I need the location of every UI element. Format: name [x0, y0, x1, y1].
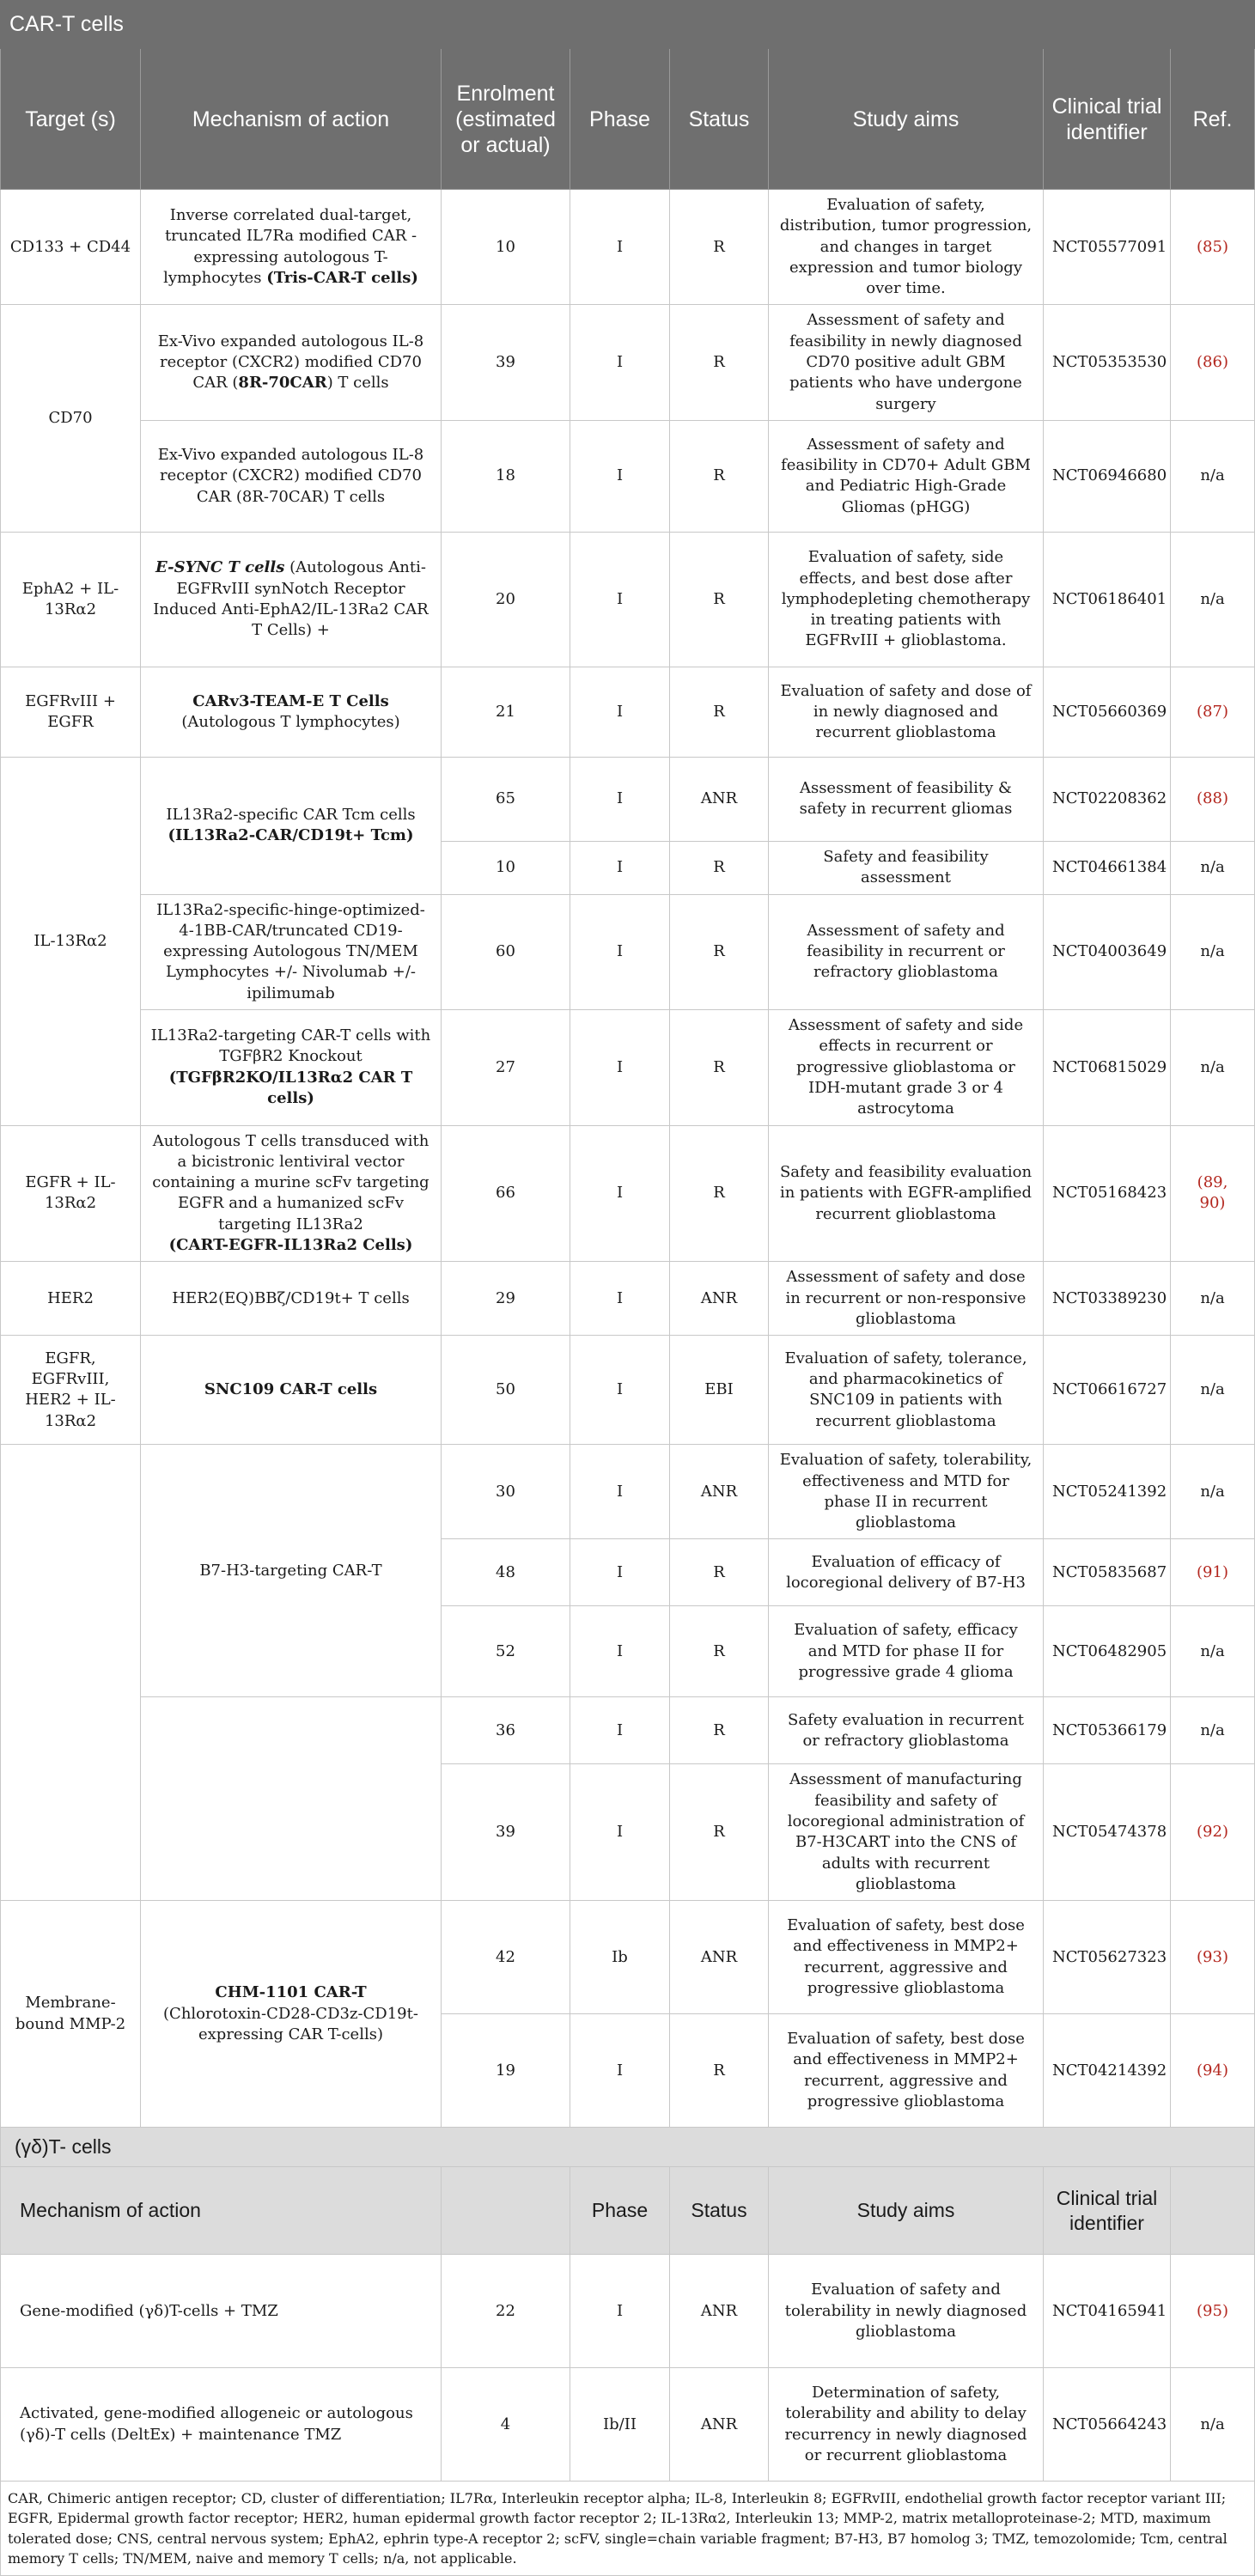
ref-cell: n/a: [1171, 2368, 1255, 2482]
nct-cell: NCT06815029: [1044, 1010, 1171, 1125]
mechanism-cell: [141, 305, 442, 420]
mechanism-cell: Activated, gene-modified allogeneic or autologous (γδ)-T cells (DeltEx) + maintenance TMZ: [1, 2368, 442, 2482]
enrolment-cell: 66: [442, 1125, 570, 1262]
status-cell: R: [670, 667, 769, 757]
aims-cell: Safety evaluation in recurrent or refractory glioblastoma: [769, 1697, 1044, 1764]
header-mechanism: Mechanism of action: [141, 49, 442, 190]
target-cell: EGFRvIII + EGFR: [1, 667, 141, 757]
section-title: (γδ)T- cells: [1, 2128, 1255, 2167]
phase-cell: I: [570, 757, 670, 841]
status-cell: R: [670, 1539, 769, 1606]
nct-cell: NCT05366179: [1044, 1697, 1171, 1764]
nct-cell: NCT05627323: [1044, 1901, 1171, 2014]
table-row: [1, 305, 1255, 420]
nct-cell: NCT05664243: [1044, 2368, 1171, 2482]
phase-cell: I: [570, 190, 670, 305]
mechanism-product: E-SYNC T cells: [155, 558, 285, 577]
enrolment-cell: 21: [442, 667, 570, 757]
nct-cell: NCT04661384: [1044, 841, 1171, 894]
mechanism-text: IL13Ra2-targeting CAR-T cells with TGFβR2 Knockout: [150, 1026, 431, 1066]
ref-link[interactable]: (91): [1171, 1539, 1255, 1606]
ref-cell: n/a: [1171, 1697, 1255, 1764]
aims-cell: Evaluation of safety, best dose and effectiveness in MMP2+ recurrent, aggressive and progressive glioblastoma: [769, 2014, 1044, 2128]
target-cell: EGFR, EGFRvIII, HER2 + IL-13Rα2: [1, 1336, 141, 1445]
mechanism-text: (Autologous T lymphocytes): [181, 712, 400, 731]
mechanism-cell: SNC109 CAR-T cells: [141, 1336, 442, 1445]
table-row: [1, 1010, 1255, 1125]
phase-cell: I: [570, 1697, 670, 1764]
ref-link[interactable]: 90): [1199, 1194, 1226, 1213]
aims-cell: Evaluation of safety and tolerability in newly diagnosed glioblastoma: [769, 2255, 1044, 2368]
enrolment-cell: 65: [442, 757, 570, 841]
mechanism-product: 8R-70CAR: [238, 374, 327, 393]
nct-cell: NCT06946680: [1044, 420, 1171, 532]
mechanism-text: (Autologous Anti-EGFRvIII synNotch Receptor Induced Anti-EphA2/IL-13Ra2 CAR T Cells) +: [153, 558, 429, 640]
mechanism-product: (TGFβR2KO/IL13Rα2 CAR T cells): [168, 1068, 413, 1108]
status-cell: R: [670, 1606, 769, 1697]
header-status: Status: [670, 49, 769, 190]
aims-cell: Evaluation of safety, best dose and effectiveness in MMP2+ recurrent, aggressive and progressive glioblastoma: [769, 1901, 1044, 2014]
phase-cell: I: [570, 2014, 670, 2128]
table-row: [1, 757, 1255, 841]
phase-cell: I: [570, 1262, 670, 1336]
status-cell: R: [670, 1125, 769, 1262]
enrolment-cell: 36: [442, 1697, 570, 1764]
header-row: [1, 49, 1255, 190]
target-cell: Membrane-bound MMP-2: [1, 1901, 141, 2128]
enrolment-cell: 18: [442, 420, 570, 532]
enrolment-cell: 29: [442, 1262, 570, 1336]
nct-cell: NCT05168423: [1044, 1125, 1171, 1262]
nct-cell: NCT02208362: [1044, 757, 1171, 841]
enrolment-cell: 4: [442, 2368, 570, 2482]
phase-cell: I: [570, 1010, 670, 1125]
mechanism-text: IL13Ra2-specific CAR Tcm cells: [166, 805, 416, 824]
mechanism-text: Autologous T cells transduced with a bicistronic lentiviral vector containing a murine scFv targeting EGFR and a humanized scFv targeting IL13Ra2: [152, 1131, 430, 1233]
mechanism-cell: IL13Ra2-specific-hinge-optimized-4-1BB-CAR/truncated CD19-expressing Autologous TN/MEM Lymphocytes +/- Nivolumab +/- ipilimumab: [141, 894, 442, 1009]
phase-cell: I: [570, 841, 670, 894]
status-cell: R: [670, 532, 769, 667]
table-row: [1, 532, 1255, 667]
header-nct: Clinical trial identifier: [1044, 2167, 1171, 2255]
status-cell: ANR: [670, 2368, 769, 2482]
mechanism-product: (Tris-CAR-T cells): [266, 269, 418, 288]
header-ref: Ref.: [1171, 49, 1255, 190]
mechanism-cell: HER2(EQ)BBζ/CD19t+ T cells: [141, 1262, 442, 1336]
header-phase: Phase: [570, 49, 670, 190]
enrolment-cell: 27: [442, 1010, 570, 1125]
nct-cell: NCT04165941: [1044, 2255, 1171, 2368]
aims-cell: Evaluation of efficacy of locoregional delivery of B7-H3: [769, 1539, 1044, 1606]
ref-link[interactable]: (95): [1171, 2255, 1255, 2368]
status-cell: R: [670, 1697, 769, 1764]
footnote: CAR, Chimeric antigen receptor; CD, cluster of differentiation; IL7Rα, Interleukin receptor alpha; IL-8, Interleukin 8; EGFRvIII, endothelial growth factor receptor variant III; EGFR, Epidermal growth factor receptor; HER2, human epidermal growth factor receptor 2; IL-13Rα2, Interleukin 13; MMP-2, matrix metalloproteinase-2; MTD, maximum tolerated dose; CNS, central nervous system; EphA2, ephrin type-A receptor 2; scFV, single=chain variable fragment; B7-H3, B7 homolog 3; TMZ, temozolomide; Tcm, central memory T cells; TN/MEM, naive and memory T cells; n/a, not applicable.: [1, 2482, 1255, 2576]
nct-cell: NCT05241392: [1044, 1445, 1171, 1539]
aims-cell: Evaluation of safety, tolerability, effectiveness and MTD for phase II in recurrent glioblastoma: [769, 1445, 1044, 1539]
header-phase: Phase: [570, 2167, 670, 2255]
ref-cell: n/a: [1171, 1445, 1255, 1539]
nct-cell: NCT05835687: [1044, 1539, 1171, 1606]
aims-cell: Assessment of safety and dose in recurrent or non-responsive glioblastoma: [769, 1262, 1044, 1336]
mechanism-cell: Ex-Vivo expanded autologous IL-8 receptor (CXCR2) modified CD70 CAR (8R-70CAR) T cells: [141, 420, 442, 532]
mechanism-text: Inverse correlated dual-target, truncated IL7Ra modified CAR -expressing autologous T-lymphocytes: [163, 206, 417, 288]
footnote-row: [1, 2482, 1255, 2576]
table-row: [1, 894, 1255, 1009]
mechanism-text: Ex-Vivo expanded autologous IL-8 receptor (CXCR2) modified CD70 CAR (: [157, 332, 424, 393]
phase-cell: I: [570, 1336, 670, 1445]
target-cell: CD70: [1, 305, 141, 532]
ref-link[interactable]: (87): [1171, 667, 1255, 757]
ref-cell: n/a: [1171, 1336, 1255, 1445]
status-cell: R: [670, 305, 769, 420]
phase-cell: I: [570, 894, 670, 1009]
status-cell: R: [670, 894, 769, 1009]
status-cell: R: [670, 190, 769, 305]
enrolment-cell: 48: [442, 1539, 570, 1606]
nct-cell: NCT05353530: [1044, 305, 1171, 420]
aims-cell: Safety and feasibility evaluation in patients with EGFR-amplified recurrent glioblastoma: [769, 1125, 1044, 1262]
table-row: [1, 1336, 1255, 1445]
mechanism-cell: Gene-modified (γδ)T-cells + TMZ: [1, 2255, 442, 2368]
target-cell: [1, 1445, 141, 1901]
aims-cell: Evaluation of safety, efficacy and MTD for phase II for progressive grade 4 glioma: [769, 1606, 1044, 1697]
table-row: [1, 420, 1255, 532]
mechanism-text: ) T cells: [326, 374, 389, 393]
ref-cell: n/a: [1171, 420, 1255, 532]
header-status: Status: [670, 2167, 769, 2255]
table-row: [1, 1445, 1255, 1539]
enrolment-cell: 10: [442, 841, 570, 894]
mechanism-cell: [141, 1125, 442, 1262]
nct-cell: NCT05474378: [1044, 1764, 1171, 1901]
header-mechanism: Mechanism of action: [1, 2167, 442, 2255]
ref-cell: n/a: [1171, 894, 1255, 1009]
aims-cell: Assessment of manufacturing feasibility and safety of locoregional administration of B7-H3CART into the CNS of adults with recurrent glioblastoma: [769, 1764, 1044, 1901]
phase-cell: I: [570, 2255, 670, 2368]
status-cell: ANR: [670, 1445, 769, 1539]
mechanism-cell: [141, 757, 442, 894]
mechanism-cell: [141, 532, 442, 667]
section-header-row: [1, 2167, 1255, 2255]
table-title-row: [1, 1, 1255, 49]
header-ref: [1171, 2167, 1255, 2255]
phase-cell: I: [570, 667, 670, 757]
header-enrolment: Enrolment (estimated or actual): [442, 49, 570, 190]
phase-cell: I: [570, 1764, 670, 1901]
ref-cell: n/a: [1171, 1010, 1255, 1125]
table-row: [1, 2368, 1255, 2482]
mechanism-product: CARv3-TEAM-E T Cells: [192, 691, 389, 710]
phase-cell: Ib/II: [570, 2368, 670, 2482]
ref-cell: n/a: [1171, 532, 1255, 667]
status-cell: ANR: [670, 757, 769, 841]
enrolment-cell: 30: [442, 1445, 570, 1539]
status-cell: R: [670, 841, 769, 894]
ref-link[interactable]: (94): [1171, 2014, 1255, 2128]
ref-cell: n/a: [1171, 1262, 1255, 1336]
enrolment-cell: 22: [442, 2255, 570, 2368]
header-aims: Study aims: [769, 49, 1044, 190]
table-row: [1, 190, 1255, 305]
mechanism-text: (Chlorotoxin-CD28-CD3z-CD19t-expressing CAR T-cells): [163, 2004, 418, 2043]
phase-cell: I: [570, 1125, 670, 1262]
nct-cell: NCT05660369: [1044, 667, 1171, 757]
table-row: [1, 1262, 1255, 1336]
nct-cell: NCT06186401: [1044, 532, 1171, 667]
enrolment-cell: 39: [442, 305, 570, 420]
table-row: [1, 1901, 1255, 2014]
ref-link[interactable]: (85): [1171, 190, 1255, 305]
enrolment-cell: 50: [442, 1336, 570, 1445]
table-title: CAR-T cells: [1, 1, 1255, 49]
section-title-row: [1, 2128, 1255, 2167]
mechanism-cell: [141, 1901, 442, 2128]
aims-cell: Evaluation of safety and dose of in newly diagnosed and recurrent glioblastoma: [769, 667, 1044, 757]
aims-cell: Safety and feasibility assessment: [769, 841, 1044, 894]
ref-link[interactable]: (88): [1171, 757, 1255, 841]
target-cell: CD133 + CD44: [1, 190, 141, 305]
status-cell: R: [670, 1010, 769, 1125]
target-cell: EphA2 + IL-13Rα2: [1, 532, 141, 667]
status-cell: ANR: [670, 1262, 769, 1336]
target-cell: HER2: [1, 1262, 141, 1336]
phase-cell: I: [570, 305, 670, 420]
nct-cell: NCT05577091: [1044, 190, 1171, 305]
ref-cell: n/a: [1171, 841, 1255, 894]
status-cell: R: [670, 420, 769, 532]
ref-link[interactable]: (86): [1171, 305, 1255, 420]
aims-cell: Assessment of safety and feasibility in recurrent or refractory glioblastoma: [769, 894, 1044, 1009]
mechanism-product: CHM-1101 CAR-T: [215, 1983, 367, 2002]
mechanism-cell: [141, 190, 442, 305]
ref-cell: n/a: [1171, 1606, 1255, 1697]
table-row: [1, 2255, 1255, 2368]
target-cell: IL-13Rα2: [1, 757, 141, 1125]
mechanism-cell: [141, 667, 442, 757]
aims-cell: Evaluation of safety, distribution, tumor progression, and changes in target expression and tumor biology over time.: [769, 190, 1044, 305]
phase-cell: I: [570, 1539, 670, 1606]
nct-cell: NCT04003649: [1044, 894, 1171, 1009]
phase-cell: I: [570, 1606, 670, 1697]
aims-cell: Evaluation of safety, side effects, and best dose after lymphodepleting chemotherapy in treating patients with EGFRvIII + glioblastoma.: [769, 532, 1044, 667]
enrolment-cell: 10: [442, 190, 570, 305]
nct-cell: NCT06482905: [1044, 1606, 1171, 1697]
status-cell: EBI: [670, 1336, 769, 1445]
header-aims: Study aims: [769, 2167, 1044, 2255]
aims-cell: Evaluation of safety, tolerance, and pharmacokinetics of SNC109 in patients with recurrent glioblastoma: [769, 1336, 1044, 1445]
enrolment-cell: 39: [442, 1764, 570, 1901]
table-row: [1, 667, 1255, 757]
ref-link[interactable]: (92): [1171, 1764, 1255, 1901]
nct-cell: NCT04214392: [1044, 2014, 1171, 2128]
aims-cell: Assessment of safety and feasibility in newly diagnosed CD70 positive adult GBM patients who have undergone surgery: [769, 305, 1044, 420]
enrolment-cell: 20: [442, 532, 570, 667]
aims-cell: Determination of safety, tolerability and ability to delay recurrency in newly diagnosed or recurrent glioblastoma: [769, 2368, 1044, 2482]
ref-cell: [1171, 1125, 1255, 1262]
mechanism-cell: [141, 1697, 442, 1901]
enrolment-cell: 60: [442, 894, 570, 1009]
aims-cell: Assessment of safety and side effects in recurrent or progressive glioblastoma or IDH-mutant grade 3 or 4 astrocytoma: [769, 1010, 1044, 1125]
table-row: [1, 1697, 1255, 1764]
enrolment-cell: 19: [442, 2014, 570, 2128]
nct-cell: NCT03389230: [1044, 1262, 1171, 1336]
aims-cell: Assessment of safety and feasibility in CD70+ Adult GBM and Pediatric High-Grade Gliomas (pHGG): [769, 420, 1044, 532]
target-cell: EGFR + IL-13Rα2: [1, 1125, 141, 1262]
mechanism-cell: B7-H3-targeting CAR-T: [141, 1445, 442, 1697]
enrolment-cell: 52: [442, 1606, 570, 1697]
mechanism-cell: [141, 1010, 442, 1125]
nct-cell: NCT06616727: [1044, 1336, 1171, 1445]
status-cell: R: [670, 1764, 769, 1901]
status-cell: R: [670, 2014, 769, 2128]
header-nct: Clinical trial identifier: [1044, 49, 1171, 190]
ref-link[interactable]: (89,: [1197, 1173, 1228, 1192]
phase-cell: I: [570, 1445, 670, 1539]
header-enrolment: [442, 2167, 570, 2255]
phase-cell: I: [570, 420, 670, 532]
status-cell: ANR: [670, 2255, 769, 2368]
enrolment-cell: 42: [442, 1901, 570, 2014]
mechanism-product: (CART-EGFR-IL13Ra2 Cells): [168, 1236, 413, 1255]
phase-cell: I: [570, 532, 670, 667]
status-cell: ANR: [670, 1901, 769, 2014]
table-row: [1, 1125, 1255, 1262]
ref-link[interactable]: (93): [1171, 1901, 1255, 2014]
aims-cell: Assessment of feasibility & safety in recurrent gliomas: [769, 757, 1044, 841]
mechanism-product: (IL13Ra2-CAR/CD19t+ Tcm): [168, 826, 414, 845]
header-target: Target (s): [1, 49, 141, 190]
phase-cell: Ib: [570, 1901, 670, 2014]
